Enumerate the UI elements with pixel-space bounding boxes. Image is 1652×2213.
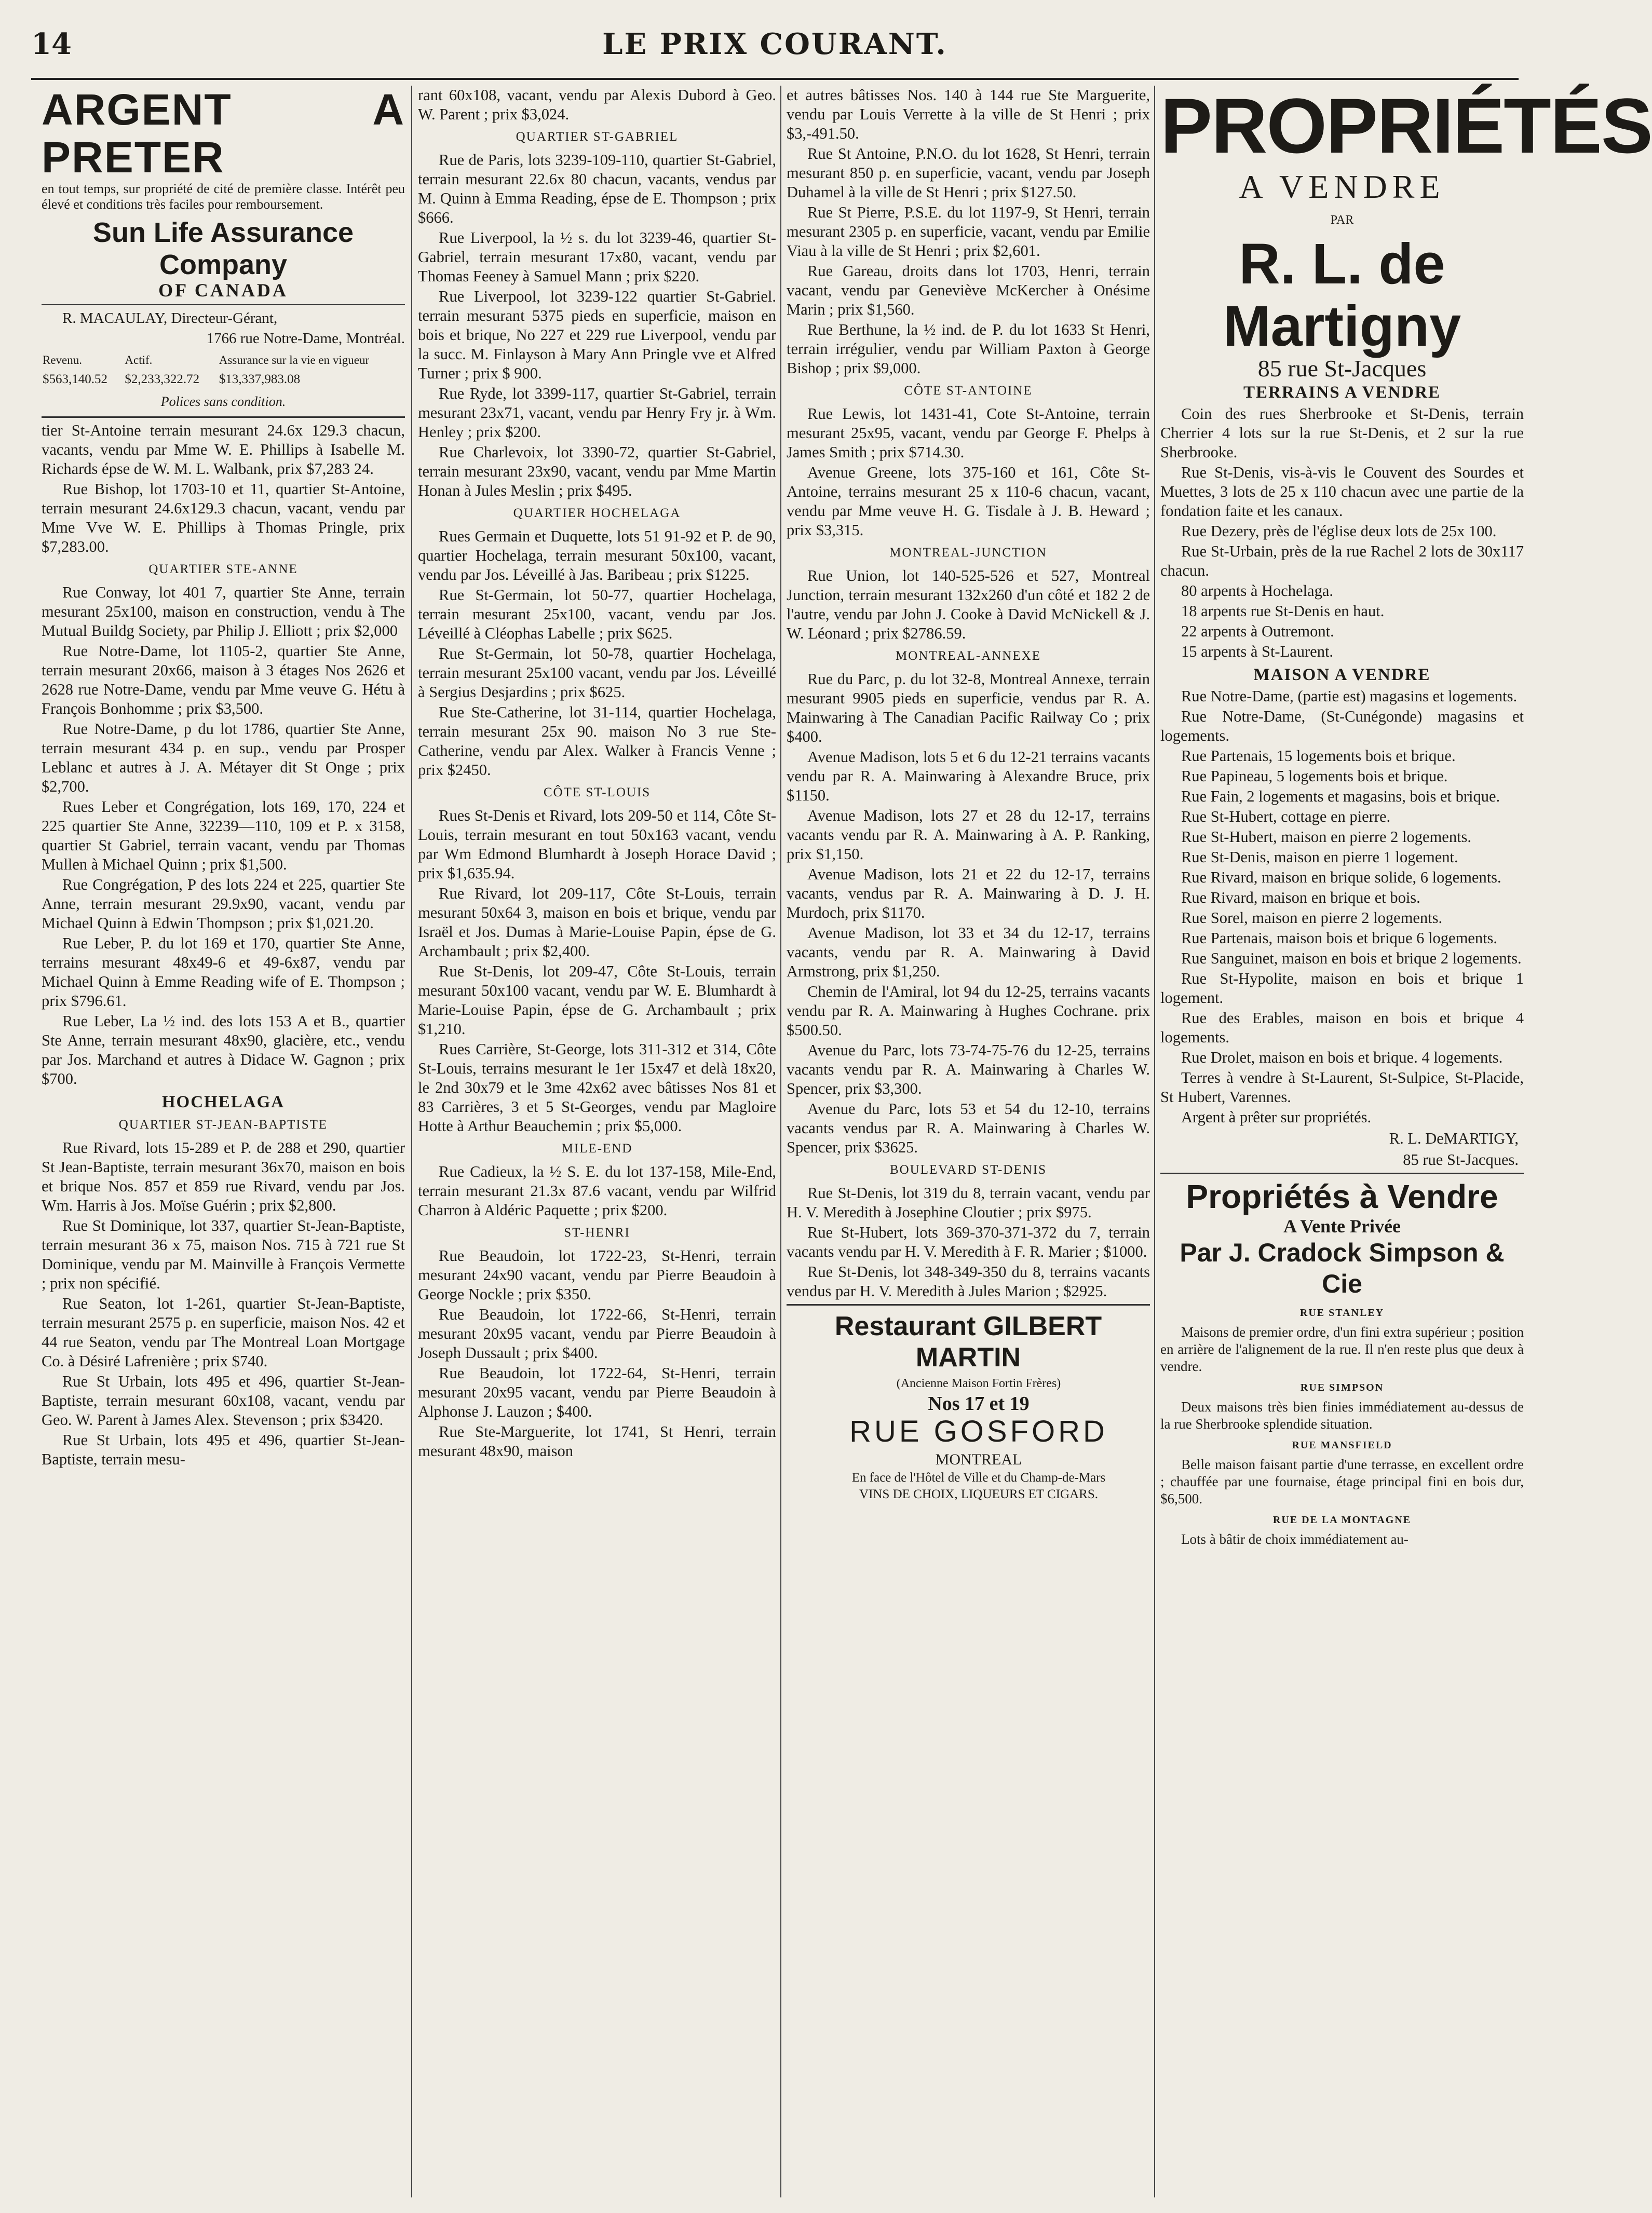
column-divider: [1154, 86, 1155, 2197]
column-3: [787, 86, 1150, 2197]
newspaper-title: LE PRIX COURANT.: [602, 27, 947, 61]
column-4: [1160, 82, 1652, 2197]
sunlife-advertisement: [42, 86, 405, 418]
section-heading: QUARTIER STE-ANNE: [148, 562, 298, 576]
divider: [1160, 1173, 1524, 1174]
restaurant-street: RUE GOSFORD: [849, 1415, 1108, 1448]
section-heading: CÔTE ST-ANTOINE: [904, 384, 1033, 398]
ad-subtitle: A VENDRE: [1239, 168, 1445, 205]
listing: 18 arpents rue St-Denis en haut.: [1181, 602, 1385, 620]
listing: Rue Liverpool, la ½ s. du lot 3239-46, quartier St-Gabriel, terrain mesurant 17x80, vacant, vendu par Thomas Feeney à Samuel Mann ; prix $220.: [418, 229, 776, 285]
section-heading: MONTREAL-JUNCTION: [889, 546, 1047, 560]
listing: Deux maisons très bien finies immédiatement au-dessus de la rue Sherbrooke splendide situation.: [1160, 1399, 1524, 1432]
ad-by-label: PAR: [1330, 213, 1354, 227]
restaurant-advertisement: [787, 1311, 1150, 1502]
simpson-advertisement: [1160, 1177, 1524, 1548]
listing: Rue Rivard, lot 209-117, Côte St-Louis, terrain mesurant 50x64 3, maison en bois et brique, vendu par Israël et Jos. Dumas à Marie-Louise Papin, épse de G. Archambault ; prix $2,400.: [418, 885, 776, 960]
restaurant-city: MONTREAL: [935, 1451, 1022, 1468]
listing: Rue St Antoine, P.N.O. du lot 1628, St Henri, terrain mesurant 850 p. en superficie, vacant, vendu par Joseph Duhamel à la ville de St Henri ; prix $127.50.: [787, 145, 1150, 201]
signature-address: 85 rue St-Jacques.: [1403, 1151, 1519, 1169]
section-heading: ST-HENRI: [564, 1226, 630, 1240]
ad-agent-address: 85 rue St-Jacques: [1257, 355, 1427, 382]
listing: Rue Dezery, près de l'église deux lots de 25x 100.: [1181, 522, 1497, 540]
ad-company: Sun Life Assurance Company: [92, 217, 354, 280]
listing: Rue Congrégation, P des lots 224 et 225, quartier Ste Anne, terrain mesurant 29.9x90, vacant, vendu par Michael Quinn à Edwin Thompson ; prix $1,021.20.: [42, 876, 405, 932]
section-heading: QUARTIER ST-GABRIEL: [516, 130, 679, 144]
divider: [787, 1304, 1150, 1306]
listing: Avenue Madison, lot 33 et 34 du 12-17, terrains vacants, vendu par R. A. Mainwaring à David Armstrong, prix $1,250.: [787, 924, 1150, 980]
ad-manager: R. MACAULAY, Directeur-Gérant,: [62, 310, 278, 327]
restaurant-products: VINS DE CHOIX, LIQUEURS ET CIGARS.: [859, 1487, 1098, 1501]
listing: Rue Lewis, lot 1431-41, Cote St-Antoine, terrain mesurant 25x95, vacant, vendu par George F. Phelps à James Smith ; prix $714.30.: [787, 405, 1150, 461]
listing: 22 arpents à Outremont.: [1181, 622, 1334, 640]
column-divider: [780, 86, 781, 2197]
listing: Rue Notre-Dame, (partie est) magasins et logements.: [1181, 687, 1518, 705]
listing: Rue St Pierre, P.S.E. du lot 1197-9, St Henri, terrain mesurant 2305 p. en superficie, vacant, vendu par Emilie Viau à la ville de St Henri ; prix $2,601.: [787, 203, 1150, 260]
listing: Rue Seaton, lot 1-261, quartier St-Jean-Baptiste, terrain mesurant 2575 p. en superficie, maison Nos. 42 et 44 rue Seaton, vendu par The Montreal Loan Mortgage Co. à Désiré Lafrenière ; prix $740.: [42, 1295, 405, 1370]
listing: Rue Conway, lot 401 7, quartier Ste Anne, terrain mesurant 25x100, maison en construction, vendu à The Mutual Buildg Society, par Philip J. Elliott ; prix $2,000: [42, 583, 405, 640]
listing: Rue St-Denis, vis-à-vis le Couvent des Sourdes et Muettes, 3 lots de 25 x 110 chacun avec une partie de la fondation faite et les canaux.: [1160, 464, 1524, 520]
listing: Belle maison faisant partie d'une terrasse, en excellent ordre ; chauffée par une fournaise, étage principal fini en bois dur, $6,500.: [1160, 1457, 1524, 1506]
listing: Rue Partenais, 15 logements bois et brique.: [1181, 747, 1456, 765]
listing: Avenue Madison, lots 21 et 22 du 12-17, terrains vacants, vendus par R. A. Mainwaring à D. J. H. Murdoch, prix $1170.: [787, 865, 1150, 921]
listing: Rue Rivard, maison en brique et bois.: [1181, 889, 1420, 906]
listing: Rue Rivard, lots 15-289 et P. de 288 et 290, quartier St Jean-Baptiste, terrain mesurant 36x70, maison en bois et brique Nos. 857 et 859 rue Rivard, vendu par Jos. Wm. Harris à Jos. Moïse Guérin ; prix $2,800.: [42, 1139, 405, 1214]
divider: [42, 416, 405, 418]
finance-value: $13,337,983.08: [219, 372, 301, 386]
listing: Rue Papineau, 5 logements bois et brique.: [1181, 767, 1448, 785]
section-heading: MONTREAL-ANNEXE: [896, 649, 1041, 663]
listing: Avenue Madison, lots 5 et 6 du 12-21 terrains vacants vendu par R. A. Mainwaring à Alexandre Bruce, prix $1150.: [787, 748, 1150, 804]
listing: Rue Berthune, la ½ ind. de P. du lot 1633 St Henri, terrain irrégulier, vendu par William Paxton à George Bishop ; prix $9,000.: [787, 321, 1150, 377]
listing: Rue Charlevoix, lot 3390-72, quartier St-Gabriel, terrain mesurant 23x90, vacant, vendu par Mme Martin Honan à Jules Meslin ; prix $495.: [418, 443, 776, 499]
signature-name: R. L. DeMARTIGY,: [1389, 1130, 1519, 1147]
listing: Rue Notre-Dame, lot 1105-2, quartier Ste Anne, terrain mesurant 20x66, maison à 3 étages Nos 2626 et 2628 rue Notre-Dame, vendu par Mme veuve G. Hétu à François Bonhomme ; prix $3,500.: [42, 642, 405, 717]
listing: Rue Notre-Dame, (St-Cunégonde) magasins et logements.: [1160, 708, 1524, 744]
listing: Rue Beaudoin, lot 1722-23, St-Henri, terrain mesurant 24x90 vacant, vendu par Pierre Beaudoin à George Nockle ; prix $350.: [418, 1247, 776, 1303]
listing: et autres bâtisses Nos. 140 à 144 rue Ste Marguerite, vendu par Louis Verrette à la ville de St Henri ; prix $3,-491.50.: [787, 86, 1150, 142]
column-2: [418, 86, 776, 2197]
listing: Rue du Parc, p. du lot 32-8, Montreal Annexe, terrain mesurant 9905 pieds en superficie, vendus par R. A. Mainwaring à The Canadian Pacific Railway Co ; prix $400.: [787, 670, 1150, 745]
listing: Rue de Paris, lots 3239-109-110, quartier St-Gabriel, terrain mesurant 22.6x 80 chacun, vacants, vendus par M. Quinn à Emma Reading, épse de E. Thompson ; prix $666.: [418, 151, 776, 226]
section-heading: BOULEVARD ST-DENIS: [889, 1163, 1047, 1177]
section-heading: MAISON A VENDRE: [1253, 666, 1431, 684]
page-number: 14: [31, 27, 72, 61]
ad-agent-name: Par J. Cradock Simpson & Cie: [1180, 1238, 1505, 1298]
listing: Avenue Madison, lots 27 et 28 du 12-17, terrains vacants vendu par R. A. Mainwaring à A. P. Ranking, prix $1,150.: [787, 807, 1150, 863]
listing: Rue Liverpool, lot 3239-122 quartier St-Gabriel. terrain mesurant 5375 pieds en superficie, maison en bois et brique, No 227 et 229 rue Liverpool, vendu par la succ. M. Finlayson à Mary Ann Pringle vve et Alfred Turner ; prix $ 900.: [418, 288, 776, 382]
finance-value: $2,233,322.72: [125, 372, 200, 386]
listing: Maisons de premier ordre, d'un fini extra supérieur ; position en arrière de l'alignement de la rue. Il n'en reste plus que deux à vendre.: [1160, 1324, 1524, 1374]
section-heading: QUARTIER ST-JEAN-BAPTISTE: [118, 1118, 328, 1132]
listing: 15 arpents à St-Laurent.: [1181, 643, 1334, 660]
finance-header: Actif.: [125, 354, 153, 366]
street-heading: RUE DE LA MONTAGNE: [1272, 1514, 1412, 1526]
listing: Terres à vendre à St-Laurent, St-Sulpice, St-Placide, St Hubert, Varennes.: [1160, 1069, 1524, 1106]
section-heading: TERRAINS A VENDRE: [1243, 383, 1441, 402]
listing: Rue Ste-Marguerite, lot 1741, St Henri, terrain mesurant 48x90, maison: [418, 1423, 776, 1460]
listing: Rue St-Denis, lot 348-349-350 du 8, terrains vacants vendus par H. V. Meredith à Jules Marion ; $2925.: [787, 1263, 1150, 1300]
listing: rant 60x108, vacant, vendu par Alexis Dubord à Geo. W. Parent ; prix $3,024.: [418, 86, 776, 123]
listing: Rue Bishop, lot 1703-10 et 11, quartier St-Antoine, terrain mesurant 24.6x129.3 chacun, vacant, vendu par Mme Vve W. E. Phillips à Thomas Pringle, prix $7,283.00.: [42, 480, 405, 555]
listing: Rue Sanguinet, maison en bois et brique 2 logements.: [1181, 949, 1522, 967]
listing: Rue Leber, P. du lot 169 et 170, quartier Ste Anne, terrains mesurant 48x49-6 et 49-6x87, vendu par Michael Quinn à Emme Reading wife of E. Thompson ; prix $796.61.: [42, 934, 405, 1010]
listing: Rue St-Hubert, cottage en pierre.: [1181, 808, 1391, 825]
listing: Rue St-Denis, lot 209-47, Côte St-Louis, terrain mesurant 50x100 vacant, vendu par W. E. Blumhardt à Marie-Louise Papin, épse de G. Archambault ; prix $1,210.: [418, 962, 776, 1038]
listing: Rue Beaudoin, lot 1722-66, St-Henri, terrain mesurant 20x95 vacant, vendu par Pierre Beaudoin à Joseph Dussault ; prix $400.: [418, 1306, 776, 1362]
listing: Rue Ryde, lot 3399-117, quartier St-Gabriel, terrain mesurant 23x71, vacant, vendu par Henry Fry jr. à Wm. Henley ; prix $200.: [418, 385, 776, 441]
column-divider: [411, 86, 412, 2197]
listing: Avenue du Parc, lots 73-74-75-76 du 12-25, terrains vacants vendu par R. A. Mainwaring à Charles W. Spencer, prix $3,300.: [787, 1041, 1150, 1097]
page-header: [31, 27, 1519, 63]
section-heading: CÔTE ST-LOUIS: [543, 785, 651, 799]
listing: Avenue Greene, lots 375-160 et 161, Côte St-Antoine, terrains mesurant 25 x 110-6 chacun, vacant, vendu par Mme veuve H. G. Tisdale à J. B. Heward ; prix $3,315.: [787, 464, 1150, 539]
listing: Rue St Dominique, lot 337, quartier St-Jean-Baptiste, terrain mesurant 36 x 75, maison Nos. 715 à 721 rue St Dominique, vendu par M. Mainville à François Vermette ; prix non spécifié.: [42, 1217, 405, 1292]
restaurant-numbers: Nos 17 et 19: [928, 1393, 1030, 1415]
listing: Rue St-Hubert, lots 369-370-371-372 du 7, terrain vacants vendu par H. V. Meredith à F. R. Marier ; $1000.: [787, 1224, 1150, 1260]
ad-note: Polices sans condition.: [160, 394, 286, 409]
finance-header: Revenu.: [43, 354, 83, 366]
listing: Rue Sorel, maison en pierre 2 logements.: [1181, 909, 1443, 927]
divider: [42, 304, 405, 305]
section-heading: QUARTIER HOCHELAGA: [513, 506, 681, 520]
listing: Avenue du Parc, lots 53 et 54 du 12-10, terrains vacants vendus par R. A. Mainwaring à Charles W. Spencer, prix $3625.: [787, 1100, 1150, 1156]
listing: Rue Rivard, maison en brique solide, 6 logements.: [1181, 868, 1501, 886]
listing: Rue Gareau, droits dans lot 1703, Henri, terrain vacant, vendu par Geneviève McKercher à Onésime Marin ; prix $1,560.: [787, 262, 1150, 318]
listing: Rue St-Germain, lot 50-77, quartier Hochelaga, terrain mesurant 25x100, vacant, vendu par Jos. Léveillé à Cléophas Labelle ; prix $625.: [418, 586, 776, 642]
ad-address: 1766 rue Notre-Dame, Montréal.: [206, 330, 405, 347]
ad-subtitle: A Vente Privée: [1283, 1216, 1401, 1237]
ad-agent-name: R. L. de Martigny: [1223, 232, 1461, 358]
section-heading: MILE-END: [561, 1142, 633, 1156]
listing: Argent à prêter sur propriétés.: [1181, 1108, 1372, 1126]
header-rule: [31, 78, 1519, 80]
listing: Rue Partenais, maison bois et brique 6 logements.: [1181, 929, 1498, 947]
listing: Rues Carrière, St-George, lots 311-312 et 314, Côte St-Louis, terrains mesurant le 1er 15x47 et delà 18x20, le 2nd 30x79 et le 3me 42x62 avec bâtisses Nos 81 et 83 Carrières, 3 et 5 St-Georges, vendu par Magloire Hotte à Arthur Beauchemin ; prix $5,000.: [418, 1040, 776, 1135]
listing: Rues Germain et Duquette, lots 51 91-92 et P. de 90, quartier Hochelaga, terrain mesurant 50x100, vacant, vendu par Jos. Léveillé à Jas. Baribeau ; prix $1225.: [418, 527, 776, 583]
listing: 80 arpents à Hochelaga.: [1181, 582, 1334, 600]
listing: Chemin de l'Amiral, lot 94 du 12-25, terrains vacants vendu par R. A. Mainwaring à Hughes Cochrane. prix $500.50.: [787, 983, 1150, 1039]
listing: Rue Leber, La ½ ind. des lots 153 A et B., quartier Ste Anne, terrain mesurant 48x90, glacière, etc., vendu par Jos. Marchand et autres à Didace W. Gagnon ; prix $700.: [42, 1012, 405, 1088]
column-1: [42, 86, 405, 2197]
listing: Rues Leber et Congrégation, lots 169, 170, 224 et 225 quartier Ste Anne, 32239—110, 109 et P. x 3158, quartier St Gabriel, terrain vacant, vendu par Thomas Mullen à Michael Quinn ; prix $1,500.: [42, 798, 405, 873]
listing: Coin des rues Sherbrooke et St-Denis, terrain Cherrier 4 lots sur la rue St-Denis, et 2 sur la rue Sherbrooke.: [1160, 405, 1524, 461]
ad-title: ARGENT A PRETER: [42, 85, 405, 182]
listing: tier St-Antoine terrain mesurant 24.6x 129.3 chacun, vacants, vendu par Mme W. E. Phillips à Isabelle M. Richards épse de W. M. L. Walbank, prix $7,283 24.: [42, 422, 405, 478]
listing: Rue St-Hubert, maison en pierre 2 logements.: [1181, 828, 1472, 846]
listing: Rue Union, lot 140-525-526 et 527, Montreal Junction, terrain mesurant 132x260 d'un côté et 182 2 de l'autre, vendu par John J. Cooke à David McNickell & J. W. Léonard ; prix $2786.59.: [787, 567, 1150, 642]
restaurant-location: En face de l'Hôtel de Ville et du Champ-de-Mars: [851, 1471, 1106, 1485]
restaurant-former: (Ancienne Maison Fortin Frères): [896, 1377, 1061, 1390]
ad-text: en tout temps, sur propriété de cité de première classe. Intérêt peu élevé et conditions très faciles pour remboursement.: [42, 181, 405, 212]
listing: Rue Beaudoin, lot 1722-64, St-Henri, terrain mesurant 20x95 vacant, vendu par Pierre Beaudoin à Alphonse J. Lauzon ; $400.: [418, 1364, 776, 1420]
listing: Rue St-Denis, lot 319 du 8, terrain vacant, vendu par H. V. Meredith à Josephine Cloutier ; prix $975.: [787, 1184, 1150, 1221]
listing: Rue Ste-Catherine, lot 31-114, quartier Hochelaga, terrain mesurant 25x 90. maison No 3 rue Ste-Catherine, vendu par Alex. Walker à Francis Venne ; prix $2450.: [418, 703, 776, 779]
listing: Rue St-Denis, maison en pierre 1 logement.: [1181, 848, 1458, 866]
listing: Lots à bâtir de choix immédiatement au-: [1181, 1531, 1409, 1547]
listing: Rue Notre-Dame, p du lot 1786, quartier Ste Anne, terrain mesurant 434 p. en sup., vendu par Prosper Leblanc et autres à J. A. Métayer dit St Onge ; prix $2,700.: [42, 720, 405, 795]
street-heading: RUE STANLEY: [1299, 1307, 1385, 1319]
listing: Rues St-Denis et Rivard, lots 209-50 et 114, Côte St-Louis, terrain mesurant en tout 50x163 vacant, vendu par Wm Edmond Blumhardt à Joseph Horace David ; prix $1,635.94.: [418, 807, 776, 882]
ad-title: Propriétés à Vendre: [1186, 1178, 1498, 1215]
street-heading: RUE MANSFIELD: [1292, 1440, 1392, 1451]
martigny-advertisement: [1160, 82, 1652, 1170]
listing: Rue St-Hypolite, maison en bois et brique 1 logement.: [1160, 970, 1524, 1007]
restaurant-name: Restaurant GILBERT MARTIN: [834, 1311, 1102, 1373]
finance-value: $563,140.52: [43, 372, 107, 386]
listing: Rue St Urbain, lots 495 et 496, quartier St-Jean-Baptiste, terrain mesurant 60x108, vacant, vendu par Geo. W. Parent à James Alex. Stevenson ; prix $3420.: [42, 1373, 405, 1429]
finance-table: [42, 350, 405, 389]
section-heading: HOCHELAGA: [161, 1093, 285, 1111]
listing: Rue St-Urbain, près de la rue Rachel 2 lots de 30x117 chacun.: [1160, 542, 1524, 579]
listing: Rue St Urbain, lots 495 et 496, quartier St-Jean-Baptiste, terrain mesu-: [42, 1431, 405, 1468]
finance-header: Assurance sur la vie en vigueur: [219, 354, 370, 366]
listing: Rue St-Germain, lot 50-78, quartier Hochelaga, terrain mesurant 25x100 vacant, vendu par Jos. Léveillé à Sergius Desjardins ; prix $625.: [418, 645, 776, 701]
street-heading: RUE SIMPSON: [1300, 1382, 1384, 1393]
ad-company-sub: OF CANADA: [158, 280, 288, 301]
ad-title: PROPRIÉTÉS: [1160, 82, 1652, 169]
listing: Rue des Erables, maison en bois et brique 4 logements.: [1160, 1009, 1524, 1046]
listing: Rue Cadieux, la ½ S. E. du lot 137-158, Mile-End, terrain mesurant 21.3x 87.6 vacant, vendu par Wilfrid Charron à Aldéric Paquette ; prix $200.: [418, 1163, 776, 1219]
listing: Rue Fain, 2 logements et magasins, bois et brique.: [1181, 788, 1500, 805]
listing: Rue Drolet, maison en bois et brique. 4 logements.: [1181, 1049, 1503, 1066]
